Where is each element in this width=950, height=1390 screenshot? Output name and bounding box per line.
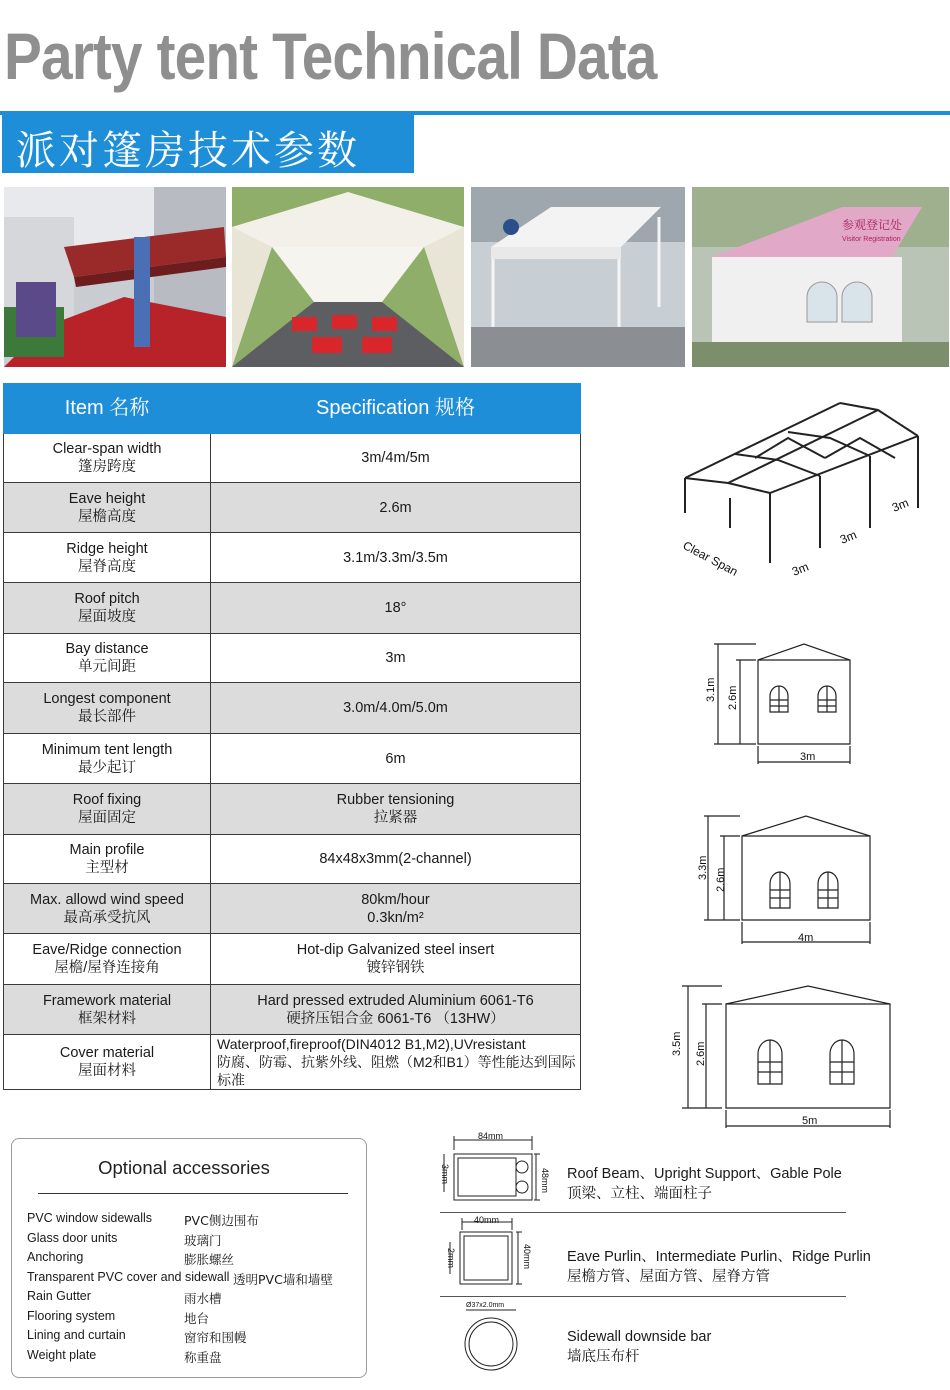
accessory-en: Weight plate — [27, 1347, 97, 1362]
spec-value: 80km/hour — [361, 891, 430, 908]
photo-red-tent-walkway — [4, 187, 226, 367]
elevation-4m — [690, 810, 880, 950]
spec-row — [4, 784, 581, 835]
spec-item-cn: 最长部件 — [78, 709, 136, 725]
spec-item-cn: 最少起订 — [78, 759, 136, 776]
spec-row — [4, 434, 581, 483]
accessory-cn: 窗帘和围幔 — [184, 1330, 247, 1345]
accessory-item — [27, 1231, 367, 1251]
title-cn-banner — [2, 113, 414, 173]
spec-value-cell — [211, 533, 581, 583]
bay-label-2: 3m — [837, 527, 859, 547]
accessory-en: Anchoring — [27, 1250, 84, 1264]
spec-value: 3.1m/3.3m/3.5m — [343, 549, 448, 566]
profile1-wall: 3mm — [440, 1164, 450, 1184]
photo-dining-tent-interior — [232, 187, 464, 367]
elevation-3m — [700, 640, 870, 772]
bay-label-1: 3m — [789, 559, 811, 579]
profile-purlin — [440, 1214, 550, 1290]
accessory-en: Lining and curtain — [27, 1328, 126, 1342]
spec-value: 84x48x3mm(2-channel) — [319, 851, 472, 867]
spec-row — [4, 583, 581, 634]
tent-frame-drawing — [660, 388, 945, 600]
profile2-width: 40mm — [474, 1215, 500, 1225]
elev2-width: 4m — [798, 932, 814, 944]
spec-value-2: 硬挤压铝合金 6061-T6 （13HW） — [286, 1010, 505, 1027]
elev3-ridge: 3.5m — [671, 1031, 683, 1056]
spec-item-cn: 单元间距 — [78, 659, 136, 675]
spec-item-cn: 屋脊高度 — [78, 558, 136, 575]
spec-row — [4, 483, 581, 533]
spec-item-en: Bay distance — [65, 641, 149, 657]
spec-value: Rubber tensioning — [336, 792, 455, 808]
profile-divider-2 — [440, 1296, 846, 1297]
photo-visitor-registration-tent — [692, 187, 949, 367]
elev1-ridge: 3.1m — [705, 677, 717, 702]
accessory-cn: 透明PVC墙和墙壁 — [233, 1271, 333, 1287]
spec-item-en: Eave/Ridge connection — [32, 942, 182, 958]
spec-item-cell — [4, 683, 211, 734]
profile3-label — [567, 1327, 711, 1367]
accessory-en: Flooring system — [27, 1308, 116, 1323]
photo-sign-cn: 参观登记处 — [842, 218, 903, 232]
spec-value-cell — [211, 1035, 581, 1090]
profile1-width: 84mm — [478, 1132, 504, 1141]
spec-item-en: Eave height — [68, 490, 146, 507]
spec-value: Waterproof,fireproof(DIN4012 B1,M2),UVresistant — [217, 1036, 526, 1052]
accessories-list — [27, 1211, 367, 1367]
profile1-label-en: Roof Beam、Upright Support、Gable Pole — [567, 1166, 842, 1182]
spec-value-2: 镀锌钢铁 — [366, 960, 425, 976]
spec-item-cell — [4, 934, 211, 985]
elev1-width: 3m — [800, 751, 816, 763]
spec-item-cn: 屋面固定 — [78, 810, 136, 826]
spec-table — [3, 383, 581, 1090]
bay-label-3: 3m — [889, 495, 911, 515]
spec-item-en: Framework material — [42, 992, 172, 1009]
spec-item-en: Cover material — [59, 1045, 155, 1061]
spec-value-cell — [211, 583, 581, 634]
spec-value-2: 拉紧器 — [373, 810, 418, 826]
accessories-box — [11, 1138, 367, 1378]
accessory-en: Glass door units — [27, 1230, 118, 1245]
accessory-en: Rain Gutter — [27, 1289, 91, 1303]
spec-value: 3.0m/4.0m/5.0m — [343, 700, 448, 716]
accessory-cn: 雨水槽 — [184, 1291, 222, 1306]
accessory-item — [27, 1289, 367, 1309]
elev3-width: 5m — [802, 1115, 818, 1127]
accessory-cn: 玻璃门 — [184, 1232, 222, 1248]
spec-row — [4, 683, 581, 734]
spec-item-en: Ridge height — [66, 540, 148, 557]
item-header: Item 名称 — [4, 384, 211, 434]
accessory-item — [27, 1211, 367, 1231]
spec-value-cell — [211, 483, 581, 533]
page-title-en: Party tent Technical Data — [4, 19, 657, 93]
elev3-eave: 2.6m — [695, 1041, 707, 1066]
spec-row — [4, 835, 581, 884]
accessory-cn: PVC侧边围布 — [184, 1213, 259, 1228]
spec-row — [4, 934, 581, 985]
spec-item-cell — [4, 784, 211, 835]
spec-item-en: Clear-span width — [52, 441, 162, 457]
accessory-cn: 称重盘 — [184, 1349, 222, 1365]
accessory-item — [27, 1328, 367, 1348]
accessory-cn: 地台 — [184, 1310, 210, 1326]
photo-sign-en: Visitor Registration — [842, 236, 901, 243]
profile-downside-bar — [452, 1298, 542, 1380]
profile2-label-cn: 屋檐方管、屋面方管、屋脊方管 — [567, 1269, 770, 1285]
elev2-ridge: 3.3m — [697, 855, 709, 880]
spec-item-cn: 框架材料 — [78, 1010, 136, 1027]
spec-item-cn: 屋檐/屋脊连接角 — [54, 960, 160, 976]
spec-value-cell — [211, 884, 581, 934]
accessories-divider — [38, 1193, 348, 1194]
spec-item-cell — [4, 583, 211, 634]
accessory-item — [27, 1348, 367, 1368]
accessory-en: Transparent PVC cover and sidewall — [27, 1269, 230, 1284]
spec-item-en: Roof pitch — [74, 591, 140, 607]
spec-value-cell — [211, 784, 581, 835]
spec-item-en: Main profile — [69, 842, 145, 858]
spec-item-cn: 篷房跨度 — [78, 459, 136, 475]
photo-exhibition-tent-frame — [471, 187, 685, 367]
spec-value-cell — [211, 683, 581, 734]
accessory-cn: 膨胀螺丝 — [184, 1252, 235, 1267]
spec-item-en: Max. allowd wind speed — [30, 891, 184, 908]
spec-item-cn: 屋面坡度 — [78, 609, 136, 625]
spec-value-cell — [211, 634, 581, 683]
spec-value-2: 0.3kn/m² — [367, 909, 424, 926]
spec-row — [4, 1035, 581, 1090]
elevation-5m — [664, 980, 904, 1130]
accessory-item — [27, 1250, 367, 1270]
spec-item-en: Longest component — [43, 691, 171, 707]
profile2-label-en: Eave Purlin、Intermediate Purlin、Ridge Purlin — [567, 1249, 871, 1265]
accessory-en: PVC window sidewalls — [27, 1211, 153, 1225]
spec-item-cell — [4, 985, 211, 1035]
spec-item-cn: 屋檐高度 — [78, 508, 136, 525]
spec-value-cell — [211, 985, 581, 1035]
spec-value: Hot-dip Galvanized steel insert — [296, 942, 495, 958]
spec-value: 2.6m — [379, 499, 412, 516]
spec-item-cell — [4, 434, 211, 483]
spec-value: 3m — [385, 650, 406, 666]
spec-value-cell — [211, 934, 581, 985]
spec-header: Specification 规格 — [211, 384, 581, 434]
spec-value: 3m/4m/5m — [361, 450, 430, 466]
spec-table-header — [4, 384, 581, 434]
profile3-label-cn: 墙底压布杆 — [567, 1349, 640, 1365]
spec-item-cell — [4, 634, 211, 683]
spec-value-cell — [211, 734, 581, 784]
spec-item-cn: 最高承受抗风 — [63, 909, 151, 926]
spec-value: Hard pressed extruded Aluminium 6061-T6 — [257, 992, 534, 1009]
profile1-label — [567, 1164, 842, 1204]
spec-row — [4, 884, 581, 934]
spec-item-en: Minimum tent length — [41, 741, 173, 758]
spec-item-cell — [4, 1035, 211, 1090]
profile3-dim: Ø37x2.0mm — [466, 1302, 505, 1309]
spec-value-cell — [211, 434, 581, 483]
spec-value: 6m — [385, 750, 406, 767]
profile2-wall: 2mm — [446, 1248, 456, 1268]
spec-value: 18° — [384, 600, 407, 616]
spec-item-cell — [4, 483, 211, 533]
profile-divider-1 — [440, 1212, 846, 1213]
spec-item-en: Roof fixing — [72, 792, 142, 808]
frame-labels — [681, 496, 911, 579]
spec-item-cn: 主型材 — [85, 860, 129, 876]
spec-item-cell — [4, 884, 211, 934]
spec-row — [4, 985, 581, 1035]
spec-row — [4, 533, 581, 583]
spec-item-cell — [4, 734, 211, 784]
accessories-title: Optional accessories — [98, 1157, 270, 1178]
profile1-height: 48mm — [540, 1168, 550, 1194]
spec-row — [4, 634, 581, 683]
spec-item-cn: 屋面材料 — [78, 1063, 136, 1079]
spec-value-2: 防腐、防霉、抗紫外线、阻燃（M2和B1）等性能达到国际标准 — [217, 1054, 576, 1088]
spec-item-cell — [4, 533, 211, 583]
elev1-eave: 2.6m — [727, 685, 739, 710]
profile2-height: 40mm — [522, 1244, 532, 1270]
clear-span-label: Clear Span — [680, 538, 741, 579]
profile2-label — [567, 1247, 871, 1287]
elev2-eave: 2.6m — [715, 867, 727, 892]
profile3-label-en: Sidewall downside bar — [567, 1329, 712, 1345]
page-title-cn: 派对篷房技术参数 — [16, 128, 360, 174]
frame-lines — [685, 403, 918, 563]
spec-value-cell — [211, 835, 581, 884]
accessory-item — [27, 1270, 367, 1290]
profile1-label-cn: 顶梁、立柱、端面柱子 — [567, 1186, 712, 1202]
accessory-item — [27, 1309, 367, 1329]
profile-roof-beam — [432, 1132, 562, 1207]
spec-item-cell — [4, 835, 211, 884]
spec-row — [4, 734, 581, 784]
